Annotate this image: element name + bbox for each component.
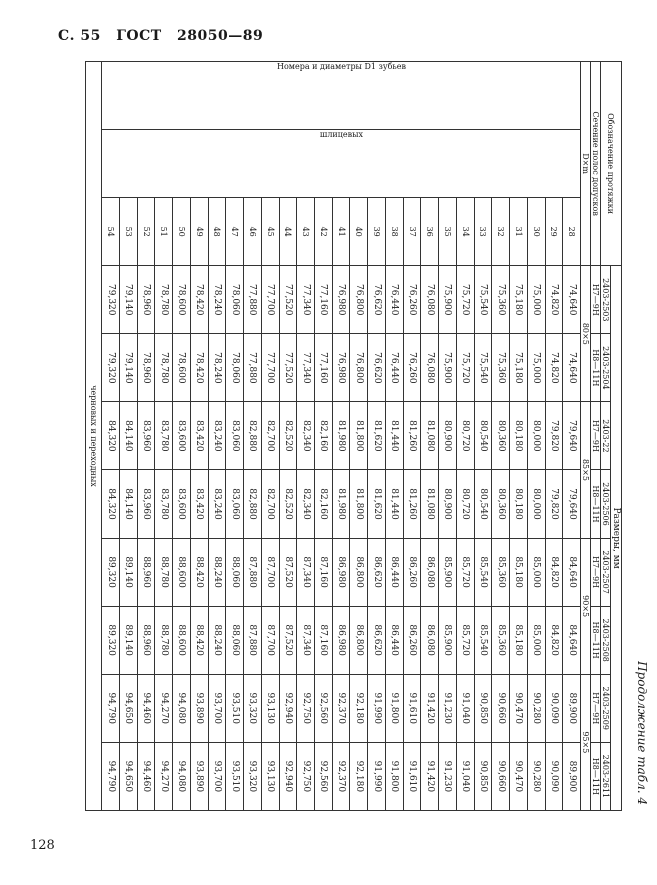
diameter-cell: 87,880 [244,538,262,606]
diameter-cell: 86,620 [368,538,386,606]
diameter-cell: 89,900 [563,674,581,742]
diameter-cell: 85,360 [492,606,510,674]
page-number: 128 [30,838,55,853]
diameter-cell: 77,520 [279,266,297,334]
diameter-cell: 87,700 [261,538,279,606]
part-number-header: 2403-2507 [601,538,611,606]
diameter-cell: 81,980 [332,470,350,538]
diameter-cell: 76,080 [421,266,439,334]
diameter-cell: 90,850 [474,742,492,810]
tooth-number: 37 [403,198,421,266]
diameter-cell: 86,440 [385,606,403,674]
side-label-outer [102,62,581,130]
diameter-cell: 91,610 [403,742,421,810]
diameter-cell: 81,080 [421,470,439,538]
tooth-number: 51 [155,198,173,266]
side-label-outer-text: Номера и диаметры D1 зубьев [276,62,406,71]
diameter-cell: 89,320 [102,538,120,606]
diameter-cell: 79,140 [119,334,137,402]
diameter-cell: 75,360 [492,266,510,334]
diameter-cell: 88,600 [173,606,191,674]
tolerance-header: H8—11H [591,742,601,810]
diameter-cell: 84,140 [119,470,137,538]
diameter-cell: 85,900 [439,538,457,606]
diameter-cell: 86,440 [385,538,403,606]
diameter-cell: 78,600 [173,266,191,334]
corner-label: Обозначение протяжки [601,62,622,266]
diameter-cell: 92,750 [297,674,315,742]
diameter-cell: 78,960 [137,334,155,402]
diameter-cell: 83,600 [173,402,191,470]
diameter-cell: 93,130 [261,674,279,742]
diameter-cell: 75,540 [474,266,492,334]
diameter-cell: 87,160 [314,606,332,674]
diameter-cell: 90,090 [545,674,563,742]
diameter-cell: 82,880 [244,470,262,538]
diameter-cell: 81,260 [403,470,421,538]
diameter-cell: 93,130 [261,742,279,810]
diameter-cell: 89,140 [119,538,137,606]
tooth-number: 49 [190,198,208,266]
tooth-number: 39 [368,198,386,266]
diameter-cell: 79,320 [102,266,120,334]
diameter-cell: 90,280 [527,674,545,742]
diameter-cell: 80,000 [527,402,545,470]
diameter-cell: 88,960 [137,538,155,606]
diameter-cell: 93,700 [208,674,226,742]
diameter-cell: 82,160 [314,470,332,538]
diameter-cell: 80,540 [474,402,492,470]
part-number-header: 2403-2611 [601,742,611,810]
diameter-cell: 87,520 [279,606,297,674]
diameter-cell: 77,700 [261,266,279,334]
diameter-cell: 79,640 [563,402,581,470]
tolerance-row [591,62,601,811]
diameter-cell: 86,620 [368,606,386,674]
diameter-cell: 82,520 [279,402,297,470]
diameter-cell: 85,720 [456,606,474,674]
diameter-cell: 91,800 [385,674,403,742]
diameter-cell: 93,320 [244,674,262,742]
diameter-cell: 75,900 [439,334,457,402]
tolerance-header: H8—11H [591,470,601,538]
diameter-cell: 76,080 [421,334,439,402]
diameter-cell: 87,160 [314,538,332,606]
diameter-cell: 94,650 [119,674,137,742]
diameter-cell: 76,800 [350,334,368,402]
page-label: С. 55 [58,28,101,44]
diameter-cell: 84,320 [102,402,120,470]
tooth-number: 50 [173,198,191,266]
diameter-cell: 82,700 [261,470,279,538]
diameter-cell: 80,900 [439,402,457,470]
tooth-number: 29 [545,198,563,266]
diameter-cell: 83,420 [190,470,208,538]
corner-section: Сечение полос допусков [591,62,601,266]
diameter-cell: 92,560 [314,674,332,742]
diameter-cell: 80,360 [492,470,510,538]
diameter-cell: 87,880 [244,606,262,674]
diameter-cell: 91,420 [421,674,439,742]
diameter-cell: 88,060 [226,538,244,606]
diameter-cell: 92,940 [279,674,297,742]
diameter-cell: 79,820 [545,402,563,470]
tooth-number: 30 [527,198,545,266]
part-number-header: 2403-2504 [601,334,611,402]
size-header: 85×5 [581,402,591,538]
tooth-number: 47 [226,198,244,266]
diameter-cell: 82,160 [314,402,332,470]
continuation-label: Продолжение табл. 4 [635,661,649,805]
diameter-cell: 78,960 [137,266,155,334]
diameter-cell: 90,660 [492,742,510,810]
diameter-cell: 82,520 [279,470,297,538]
diameter-cell: 86,080 [421,606,439,674]
diameter-cell: 86,980 [332,606,350,674]
diameter-cell: 93,510 [226,674,244,742]
part-number-header: 2403-22 [601,402,611,470]
diameter-cell: 94,650 [119,742,137,810]
diameter-cell: 78,420 [190,334,208,402]
diameter-cell: 94,270 [155,742,173,810]
diameter-cell: 93,700 [208,742,226,810]
diameter-cell: 77,340 [297,266,315,334]
diameter-cell: 86,800 [350,606,368,674]
table-row [563,62,581,811]
diameter-cell: 93,320 [244,742,262,810]
tooth-number: 34 [456,198,474,266]
diameter-cell: 90,470 [510,674,528,742]
diameter-cell: 91,040 [456,742,474,810]
diameter-cell: 86,800 [350,538,368,606]
diameter-cell: 78,420 [190,266,208,334]
diameter-cell: 75,180 [510,266,528,334]
diameter-cell: 85,900 [439,606,457,674]
diameter-cell: 75,000 [527,266,545,334]
diameter-cell: 81,080 [421,402,439,470]
diameter-cell: 79,320 [102,334,120,402]
diameter-cell: 76,260 [403,334,421,402]
side-label-row [86,62,102,811]
diameter-cell: 77,880 [244,334,262,402]
diameter-cell: 91,610 [403,674,421,742]
diameter-cell: 76,440 [385,266,403,334]
tooth-number: 36 [421,198,439,266]
part-number-header: 2403-2503 [601,266,611,334]
diameter-cell: 75,000 [527,334,545,402]
diameter-cell: 83,060 [226,402,244,470]
diameter-cell: 76,980 [332,334,350,402]
diameter-cell: 88,240 [208,538,226,606]
size-row [581,62,591,811]
diameter-cell: 78,240 [208,266,226,334]
tooth-number: 53 [119,198,137,266]
tooth-number: 32 [492,198,510,266]
diameter-cell: 77,160 [314,266,332,334]
part-number-header: 2403-2506 [601,470,611,538]
tooth-number: 54 [102,198,120,266]
diameter-cell: 83,600 [173,470,191,538]
diameter-cell: 74,820 [545,334,563,402]
tooth-number: 44 [279,198,297,266]
diameter-cell: 86,080 [421,538,439,606]
diameter-cell: 80,000 [527,470,545,538]
diameter-cell: 94,080 [173,742,191,810]
diameter-cell: 91,420 [421,742,439,810]
diameter-cell: 80,360 [492,402,510,470]
tooth-number: 28 [563,198,581,266]
tooth-number: 48 [208,198,226,266]
diameter-cell: 93,890 [190,742,208,810]
diameter-cell: 75,900 [439,266,457,334]
diameter-cell: 82,340 [297,470,315,538]
diameter-cell: 76,980 [332,266,350,334]
diameter-cell: 91,800 [385,742,403,810]
diameter-cell: 81,620 [368,402,386,470]
diameter-cell: 83,240 [208,470,226,538]
diameter-cell: 94,270 [155,674,173,742]
table-body [86,62,581,811]
diameter-cell: 74,640 [563,266,581,334]
diameter-cell: 80,540 [474,470,492,538]
diameter-cell: 90,280 [527,742,545,810]
diameter-cell: 88,600 [173,538,191,606]
tooth-number: 40 [350,198,368,266]
diameter-cell: 77,700 [261,334,279,402]
diameter-cell: 87,700 [261,606,279,674]
diameter-cell: 76,440 [385,334,403,402]
diameter-cell: 81,980 [332,402,350,470]
diameter-cell: 85,720 [456,538,474,606]
tooth-number: 38 [385,198,403,266]
diameter-cell: 81,620 [368,470,386,538]
tooth-number: 52 [137,198,155,266]
diameter-cell: 81,260 [403,402,421,470]
diameter-cell: 75,360 [492,334,510,402]
diameter-cell: 76,800 [350,266,368,334]
diameter-cell: 76,260 [403,266,421,334]
diameter-cell: 77,520 [279,334,297,402]
diameter-cell: 75,180 [510,334,528,402]
diameter-cell: 77,160 [314,334,332,402]
diameter-cell: 78,780 [155,266,173,334]
tooth-number: 43 [297,198,315,266]
diameter-cell: 90,850 [474,674,492,742]
diameter-cell: 84,320 [102,470,120,538]
side-label-mid-text: шлицевых [319,130,363,140]
size-header: 95×5 [581,674,591,810]
diameter-cell: 86,980 [332,538,350,606]
diameter-cell: 75,540 [474,334,492,402]
diameter-cell: 89,900 [563,742,581,810]
tooth-number: 33 [474,198,492,266]
diameter-cell: 83,420 [190,402,208,470]
diameter-cell: 92,940 [279,742,297,810]
diameter-cell: 87,340 [297,538,315,606]
diameter-cell: 90,660 [492,674,510,742]
dimensions-table [85,61,622,811]
diameter-cell: 83,060 [226,470,244,538]
diameter-cell: 78,060 [226,334,244,402]
diameter-cell: 86,260 [403,606,421,674]
tolerance-header: H7—9H [591,674,601,742]
diameter-cell: 78,600 [173,334,191,402]
diameter-cell: 92,560 [314,742,332,810]
tolerance-header: H7—9H [591,538,601,606]
diameter-cell: 93,890 [190,674,208,742]
part-number-header: 2403-2509 [601,674,611,742]
diameter-cell: 88,420 [190,538,208,606]
tooth-number: 42 [314,198,332,266]
diameter-cell: 86,260 [403,538,421,606]
diameter-cell: 83,240 [208,402,226,470]
corner-dxm: D×m [581,62,591,266]
standard-number: 28050—89 [177,28,264,44]
diameter-cell: 88,960 [137,606,155,674]
diameter-cell: 85,540 [474,538,492,606]
diameter-cell: 80,900 [439,470,457,538]
diameter-cell: 77,880 [244,266,262,334]
diameter-cell: 75,720 [456,266,474,334]
diameter-cell: 91,990 [368,742,386,810]
diameter-cell: 82,880 [244,402,262,470]
dimensions-title: Размеры, мм [611,266,622,811]
diameter-cell: 90,090 [545,742,563,810]
diameter-cell: 84,820 [545,538,563,606]
diameter-cell: 82,700 [261,402,279,470]
tooth-number: 35 [439,198,457,266]
diameter-cell: 80,180 [510,402,528,470]
diameter-cell: 92,370 [332,674,350,742]
diameter-cell: 92,750 [297,742,315,810]
tolerance-header: H7—9H [591,402,601,470]
side-label-mid [102,130,581,198]
diameter-cell: 85,000 [527,538,545,606]
diameter-cell: 91,040 [456,674,474,742]
diameter-cell: 79,640 [563,470,581,538]
diameter-cell: 74,640 [563,334,581,402]
tooth-number: 45 [261,198,279,266]
size-header: 90×5 [581,538,591,674]
tooth-number: 31 [510,198,528,266]
standard-label: ГОСТ [116,28,162,44]
diameter-cell: 87,340 [297,606,315,674]
diameter-cell: 85,180 [510,606,528,674]
diameter-cell: 85,180 [510,538,528,606]
diameter-cell: 77,340 [297,334,315,402]
diameter-cell: 89,320 [102,606,120,674]
diameter-cell: 83,780 [155,470,173,538]
diameter-cell: 83,960 [137,402,155,470]
diameter-cell: 75,720 [456,334,474,402]
dimensions-title-row [611,62,622,811]
diameter-cell: 94,790 [102,674,120,742]
tolerance-header: H8—11H [591,606,601,674]
diameter-cell: 78,240 [208,334,226,402]
diameter-cell: 84,820 [545,606,563,674]
diameter-cell: 88,780 [155,538,173,606]
diameter-cell: 83,780 [155,402,173,470]
diameter-cell: 80,720 [456,402,474,470]
diameter-cell: 94,460 [137,742,155,810]
diameter-cell: 88,780 [155,606,173,674]
diameter-cell: 79,140 [119,266,137,334]
diameter-cell: 81,440 [385,470,403,538]
size-header: 80×5 [581,266,591,402]
diameter-cell: 90,470 [510,742,528,810]
tolerance-header: H7—9H [591,266,601,334]
diameter-cell: 84,640 [563,606,581,674]
tolerance-header: H8—11H [591,334,601,402]
diameter-cell: 78,060 [226,266,244,334]
diameter-cell: 87,520 [279,538,297,606]
diameter-cell: 79,820 [545,470,563,538]
tooth-number: 41 [332,198,350,266]
diameter-cell: 84,640 [563,538,581,606]
side-label-inner: черновых и переходных [86,62,102,811]
diameter-cell: 85,540 [474,606,492,674]
diameter-cell: 94,460 [137,674,155,742]
diameter-cell: 85,000 [527,606,545,674]
diameter-cell: 81,800 [350,470,368,538]
diameter-cell: 89,140 [119,606,137,674]
diameter-cell: 88,420 [190,606,208,674]
diameter-cell: 82,340 [297,402,315,470]
diameter-cell: 81,800 [350,402,368,470]
diameter-cell: 84,140 [119,402,137,470]
diameter-cell: 76,620 [368,334,386,402]
diameter-cell: 91,230 [439,674,457,742]
diameter-cell: 81,440 [385,402,403,470]
diameter-cell: 78,780 [155,334,173,402]
diameter-cell: 92,180 [350,742,368,810]
diameter-cell: 94,080 [173,674,191,742]
diameter-cell: 74,820 [545,266,563,334]
diameter-cell: 80,180 [510,470,528,538]
diameter-cell: 83,960 [137,470,155,538]
diameter-cell: 88,240 [208,606,226,674]
diameter-cell: 80,720 [456,470,474,538]
tooth-number: 46 [244,198,262,266]
diameter-cell: 85,360 [492,538,510,606]
rotated-table-region [85,61,649,811]
diameter-cell: 92,180 [350,674,368,742]
page-header [58,28,273,44]
diameter-cell: 94,790 [102,742,120,810]
diameter-cell: 91,990 [368,674,386,742]
diameter-cell: 93,510 [226,742,244,810]
diameter-cell: 88,060 [226,606,244,674]
diameter-cell: 92,370 [332,742,350,810]
diameter-cell: 76,620 [368,266,386,334]
diameter-cell: 91,230 [439,742,457,810]
part-number-header: 2403-2508 [601,606,611,674]
